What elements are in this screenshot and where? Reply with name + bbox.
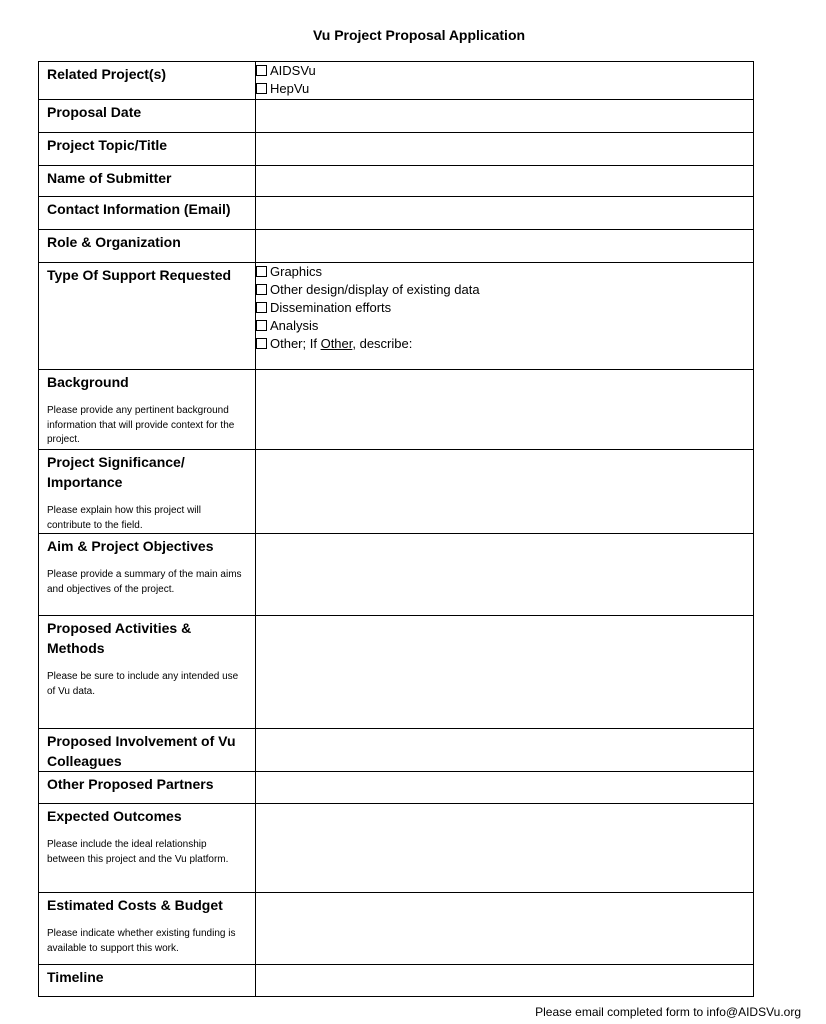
checkbox-icon[interactable]: [256, 83, 267, 94]
option-aidsvu[interactable]: [256, 62, 753, 80]
label-cell: [39, 729, 256, 772]
role-organization-input[interactable]: [256, 230, 754, 263]
checkbox-icon[interactable]: [256, 65, 267, 76]
field-label: Other Proposed Partners: [47, 776, 214, 792]
field-label: Project Significance/ Importance: [47, 454, 185, 490]
option-other-suffix: , describe:: [352, 336, 413, 351]
field-hint: Please indicate whether existing funding is available to support this work.: [47, 928, 236, 954]
vu-colleagues-input[interactable]: [256, 729, 754, 772]
field-label: Timeline: [47, 969, 104, 985]
label-cell: [39, 197, 256, 230]
option-other-prefix: Other; If: [270, 336, 321, 351]
field-label: Name of Submitter: [47, 170, 172, 186]
option-other-design[interactable]: [256, 281, 753, 299]
label-cell: [39, 133, 256, 166]
label-cell: [39, 534, 256, 616]
label-cell: [39, 893, 256, 965]
field-label: Expected Outcomes: [47, 808, 182, 824]
form-row-background: [39, 370, 754, 450]
form-row-significance: [39, 450, 754, 534]
option-analysis[interactable]: [256, 317, 753, 335]
form-row-objectives: [39, 534, 754, 616]
checkbox-icon[interactable]: [256, 284, 267, 295]
field-label: Role & Organization: [47, 234, 181, 250]
checkbox-icon[interactable]: [256, 266, 267, 277]
value-cell: [256, 263, 754, 370]
field-label: Estimated Costs & Budget: [47, 897, 223, 913]
option-hepvu[interactable]: [256, 80, 753, 98]
field-hint: Please provide a summary of the main aims and objectives of the project.: [47, 569, 242, 595]
form-row-project-title: [39, 133, 754, 166]
form-row-proposal-date: [39, 100, 754, 133]
option-label: Graphics: [270, 264, 323, 279]
option-label: Analysis: [270, 318, 319, 333]
project-title-input[interactable]: [256, 133, 754, 166]
footer-instruction: Please email completed form to info@AIDSVu.org: [535, 1005, 801, 1019]
form-row-vu-colleagues: [39, 729, 754, 772]
label-cell: [39, 62, 256, 100]
field-label: Proposed Activities & Methods: [47, 620, 192, 656]
form-row-expected-outcomes: [39, 804, 754, 893]
form-row-support-type: [39, 263, 754, 370]
option-dissemination[interactable]: [256, 299, 753, 317]
label-cell: [39, 965, 256, 997]
field-label: Project Topic/Title: [47, 137, 168, 153]
label-cell: [39, 263, 256, 370]
form-row-timeline: [39, 965, 754, 997]
field-hint: Please explain how this project will contribute to the field.: [47, 505, 201, 531]
timeline-input[interactable]: [256, 965, 754, 997]
field-label: Aim & Project Objectives: [47, 538, 214, 554]
proposal-form-table: [38, 61, 754, 997]
option-label: HepVu: [270, 81, 310, 96]
form-row-submitter-name: [39, 166, 754, 197]
option-label: AIDSVu: [270, 63, 316, 78]
label-cell: [39, 100, 256, 133]
proposal-date-input[interactable]: [256, 100, 754, 133]
field-hint: Please include the ideal relationship between this project and the Vu platform.: [47, 839, 229, 865]
checkbox-icon[interactable]: [256, 302, 267, 313]
option-graphics[interactable]: [256, 263, 753, 281]
option-other-underlined: Other: [320, 336, 353, 351]
field-label: Related Project(s): [47, 66, 167, 82]
field-label: Contact Information (Email): [47, 201, 231, 217]
label-cell: [39, 230, 256, 263]
significance-input[interactable]: [256, 450, 754, 534]
field-label: Proposal Date: [47, 104, 142, 120]
form-title: Vu Project Proposal Application: [312, 27, 526, 43]
expected-outcomes-input[interactable]: [256, 804, 754, 893]
form-row-costs-budget: [39, 893, 754, 965]
form-row-role-organization: [39, 230, 754, 263]
costs-budget-input[interactable]: [256, 893, 754, 965]
field-hint: Please be sure to include any intended use of Vu data.: [47, 671, 239, 697]
option-label: Other design/display of existing data: [270, 282, 480, 297]
label-cell: [39, 450, 256, 534]
label-cell: [39, 772, 256, 804]
background-input[interactable]: [256, 370, 754, 450]
objectives-input[interactable]: [256, 534, 754, 616]
label-cell: [39, 616, 256, 729]
value-cell: [256, 62, 754, 100]
label-cell: [39, 804, 256, 893]
field-hint: Please provide any pertinent background information that will provide context for the project.: [47, 405, 235, 445]
contact-email-input[interactable]: [256, 197, 754, 230]
checkbox-icon[interactable]: [256, 320, 267, 331]
label-cell: [39, 370, 256, 450]
form-row-related-projects: [39, 62, 754, 100]
field-label: Proposed Involvement of Vu Colleagues: [47, 733, 236, 769]
other-partners-input[interactable]: [256, 772, 754, 804]
submitter-name-input[interactable]: [256, 166, 754, 197]
checkbox-icon[interactable]: [256, 338, 267, 349]
form-row-contact-email: [39, 197, 754, 230]
field-label: Type Of Support Requested: [47, 267, 232, 283]
form-row-activities-methods: [39, 616, 754, 729]
field-label: Background: [47, 374, 129, 390]
activities-methods-input[interactable]: [256, 616, 754, 729]
option-label: Dissemination efforts: [270, 300, 392, 315]
form-row-other-partners: [39, 772, 754, 804]
label-cell: [39, 166, 256, 197]
option-other[interactable]: [256, 335, 753, 353]
